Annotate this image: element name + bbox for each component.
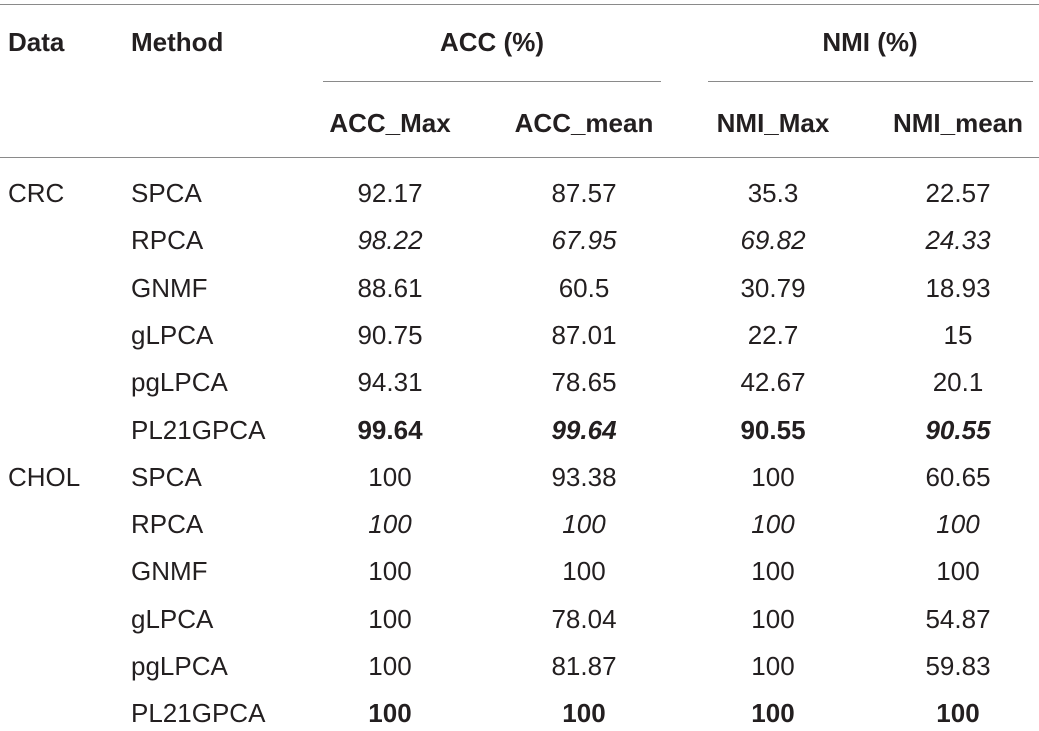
header-bottom-rule: [0, 157, 1039, 158]
value-cell: 78.65: [551, 367, 617, 397]
header-nmi-max: NMI_Max: [716, 108, 830, 138]
value-cell: 99.64: [551, 415, 617, 445]
value-cell: 100: [751, 556, 795, 586]
method-cell: RPCA: [131, 509, 204, 539]
group-label: CHOL: [8, 462, 81, 492]
value-cell: 100: [562, 698, 606, 728]
group-label: CRC: [8, 178, 65, 208]
value-cell: 100: [936, 509, 980, 539]
value-cell: 100: [368, 651, 412, 681]
method-cell: PL21GPCA: [131, 415, 266, 445]
value-cell: 15: [943, 320, 973, 350]
value-cell: 100: [751, 462, 795, 492]
nmi-group-rule: [708, 81, 1033, 82]
value-cell: 100: [368, 698, 412, 728]
value-cell: 87.01: [551, 320, 617, 350]
method-cell: PL21GPCA: [131, 698, 266, 728]
value-cell: 92.17: [357, 178, 423, 208]
value-cell: 100: [368, 462, 412, 492]
header-nmi-group: NMI (%): [822, 27, 918, 57]
value-cell: 100: [751, 698, 795, 728]
method-cell: pgLPCA: [131, 367, 228, 397]
value-cell: 69.82: [740, 225, 806, 255]
value-cell: 24.33: [925, 225, 991, 255]
value-cell: 98.22: [357, 225, 423, 255]
value-cell: 100: [751, 651, 795, 681]
value-cell: 100: [751, 509, 795, 539]
header-acc-group: ACC (%): [440, 27, 544, 57]
header-method: Method: [131, 27, 224, 57]
value-cell: 18.93: [925, 273, 991, 303]
value-cell: 42.67: [740, 367, 806, 397]
header-data: Data: [8, 27, 65, 57]
header-nmi-mean: NMI_mean: [892, 108, 1024, 138]
value-cell: 88.61: [357, 273, 423, 303]
value-cell: 100: [562, 509, 606, 539]
value-cell: 100: [368, 509, 412, 539]
header-acc-max: ACC_Max: [329, 108, 451, 138]
header-acc-mean: ACC_mean: [514, 108, 654, 138]
value-cell: 22.57: [925, 178, 991, 208]
value-cell: 78.04: [551, 604, 617, 634]
value-cell: 100: [368, 556, 412, 586]
value-cell: 100: [936, 556, 980, 586]
value-cell: 54.87: [925, 604, 991, 634]
value-cell: 100: [936, 698, 980, 728]
value-cell: 30.79: [740, 273, 806, 303]
value-cell: 93.38: [551, 462, 617, 492]
value-cell: 90.75: [357, 320, 423, 350]
value-cell: 99.64: [357, 415, 423, 445]
value-cell: 59.83: [925, 651, 991, 681]
value-cell: 67.95: [551, 225, 617, 255]
method-cell: GNMF: [131, 273, 208, 303]
method-cell: SPCA: [131, 462, 202, 492]
value-cell: 81.87: [551, 651, 617, 681]
value-cell: 22.7: [747, 320, 799, 350]
value-cell: 90.55: [925, 415, 991, 445]
value-cell: 20.1: [932, 367, 984, 397]
value-cell: 87.57: [551, 178, 617, 208]
value-cell: 100: [368, 604, 412, 634]
value-cell: 60.5: [558, 273, 610, 303]
value-cell: 90.55: [740, 415, 806, 445]
acc-group-rule: [323, 81, 661, 82]
method-cell: gLPCA: [131, 604, 214, 634]
method-cell: SPCA: [131, 178, 202, 208]
top-rule: [0, 4, 1039, 5]
value-cell: 100: [562, 556, 606, 586]
method-cell: RPCA: [131, 225, 204, 255]
value-cell: 35.3: [747, 178, 799, 208]
method-cell: pgLPCA: [131, 651, 228, 681]
value-cell: 100: [751, 604, 795, 634]
value-cell: 94.31: [357, 367, 423, 397]
method-cell: GNMF: [131, 556, 208, 586]
value-cell: 60.65: [925, 462, 991, 492]
method-cell: gLPCA: [131, 320, 214, 350]
